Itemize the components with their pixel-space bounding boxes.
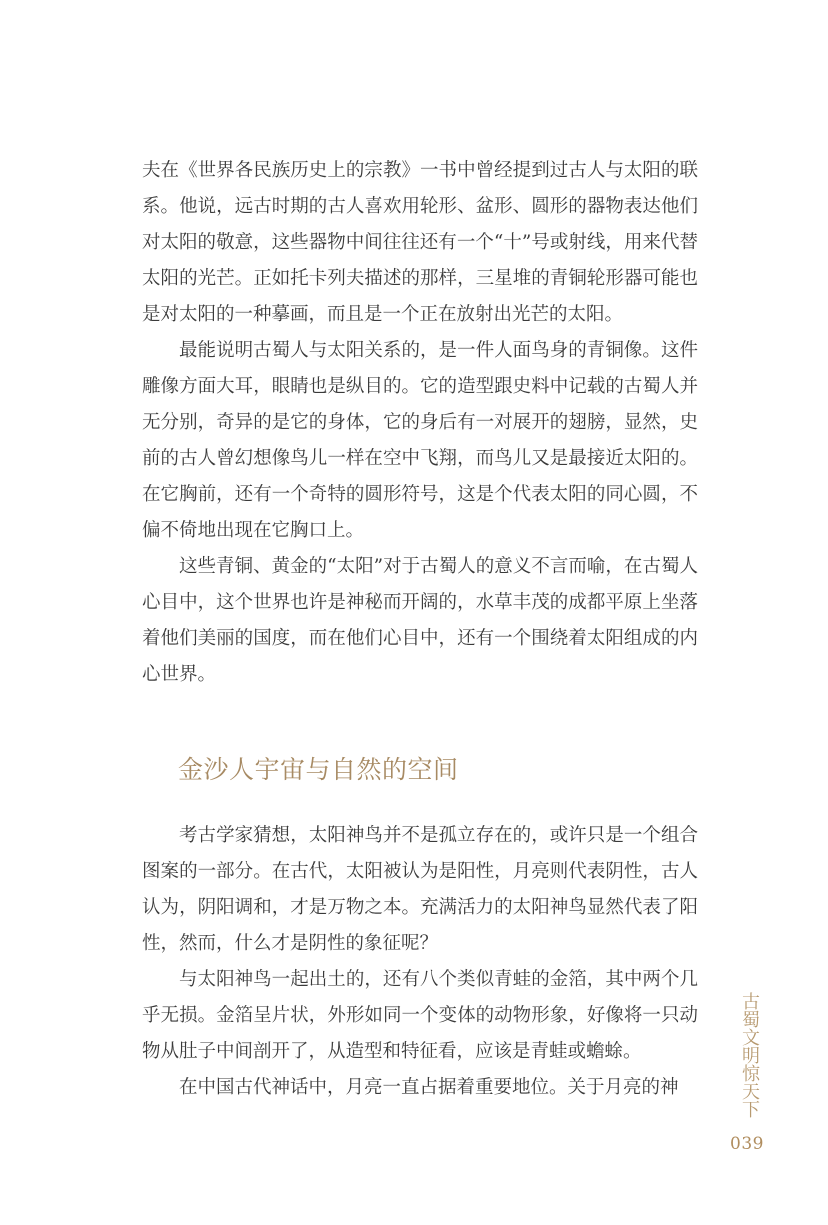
page-number: 039 (730, 1134, 764, 1154)
paragraph: 夫在《世界各民族历史上的宗教》一书中曾经提到过古人与太阳的联系。他说，远古时期的古人喜欢用轮形、盆形、圆形的器物表达他们对太阳的敬意，这些器物中间往往还有一个“十”号或射线，用来代替太阳的光芒。正如托卡列夫描述的那样，三星堆的青铜轮形器可能也是对太阳的一种摹画，而且是一个正在放射出光芒的太阳。 (142, 160, 698, 325)
body-text-bottom (142, 818, 698, 1106)
paragraph: 最能说明古蜀人与太阳关系的，是一件人面鸟身的青铜像。这件雕像方面大耳，眼睛也是纵目的。它的造型跟史料中记载的古蜀人并无分别，奇异的是它的身体，它的身后有一对展开的翅膀，显然，史前的古人曾幻想像鸟儿一样在空中飞翔，而鸟儿又是最接近太阳的。在它胸前，还有一个奇特的圆形符号，这是个代表太阳的同心圆，不偏不倚地出现在它胸口上。 (142, 340, 698, 541)
section-heading: 金沙人宇宙与自然的空间 (178, 755, 459, 784)
paragraph: 考古学家猜想，太阳神鸟并不是孤立存在的，或许只是一个组合图案的一部分。在古代，太阳被认为是阳性，月亮则代表阴性，古人认为，阴阳调和，才是万物之本。充满活力的太阳神鸟显然代表了阳性，然而，什么才是阴性的象征呢？ (142, 825, 698, 954)
paragraph: 与太阳神鸟一起出土的，还有八个类似青蛙的金箔，其中两个几乎无损。金箔呈片状，外形如同一个变体的动物形象，好像将一只动物从肚子中间剖开了，从造型和特征看，应该是青蛙或蟾蜍。 (142, 969, 698, 1062)
running-title: 古蜀文明惊天下 (739, 992, 760, 1118)
paragraph: 这些青铜、黄金的“太阳”对于古蜀人的意义不言而喻，在古蜀人心目中，这个世界也许是神秘而开阔的，水草丰茂的成都平原上坐落着他们美丽的国度，而在他们心目中，还有一个围绕着太阳组成的内心世界。 (142, 556, 698, 685)
body-text-top (142, 153, 698, 693)
paragraph: 在中国古代神话中，月亮一直占据着重要地位。关于月亮的神 (179, 1077, 679, 1098)
